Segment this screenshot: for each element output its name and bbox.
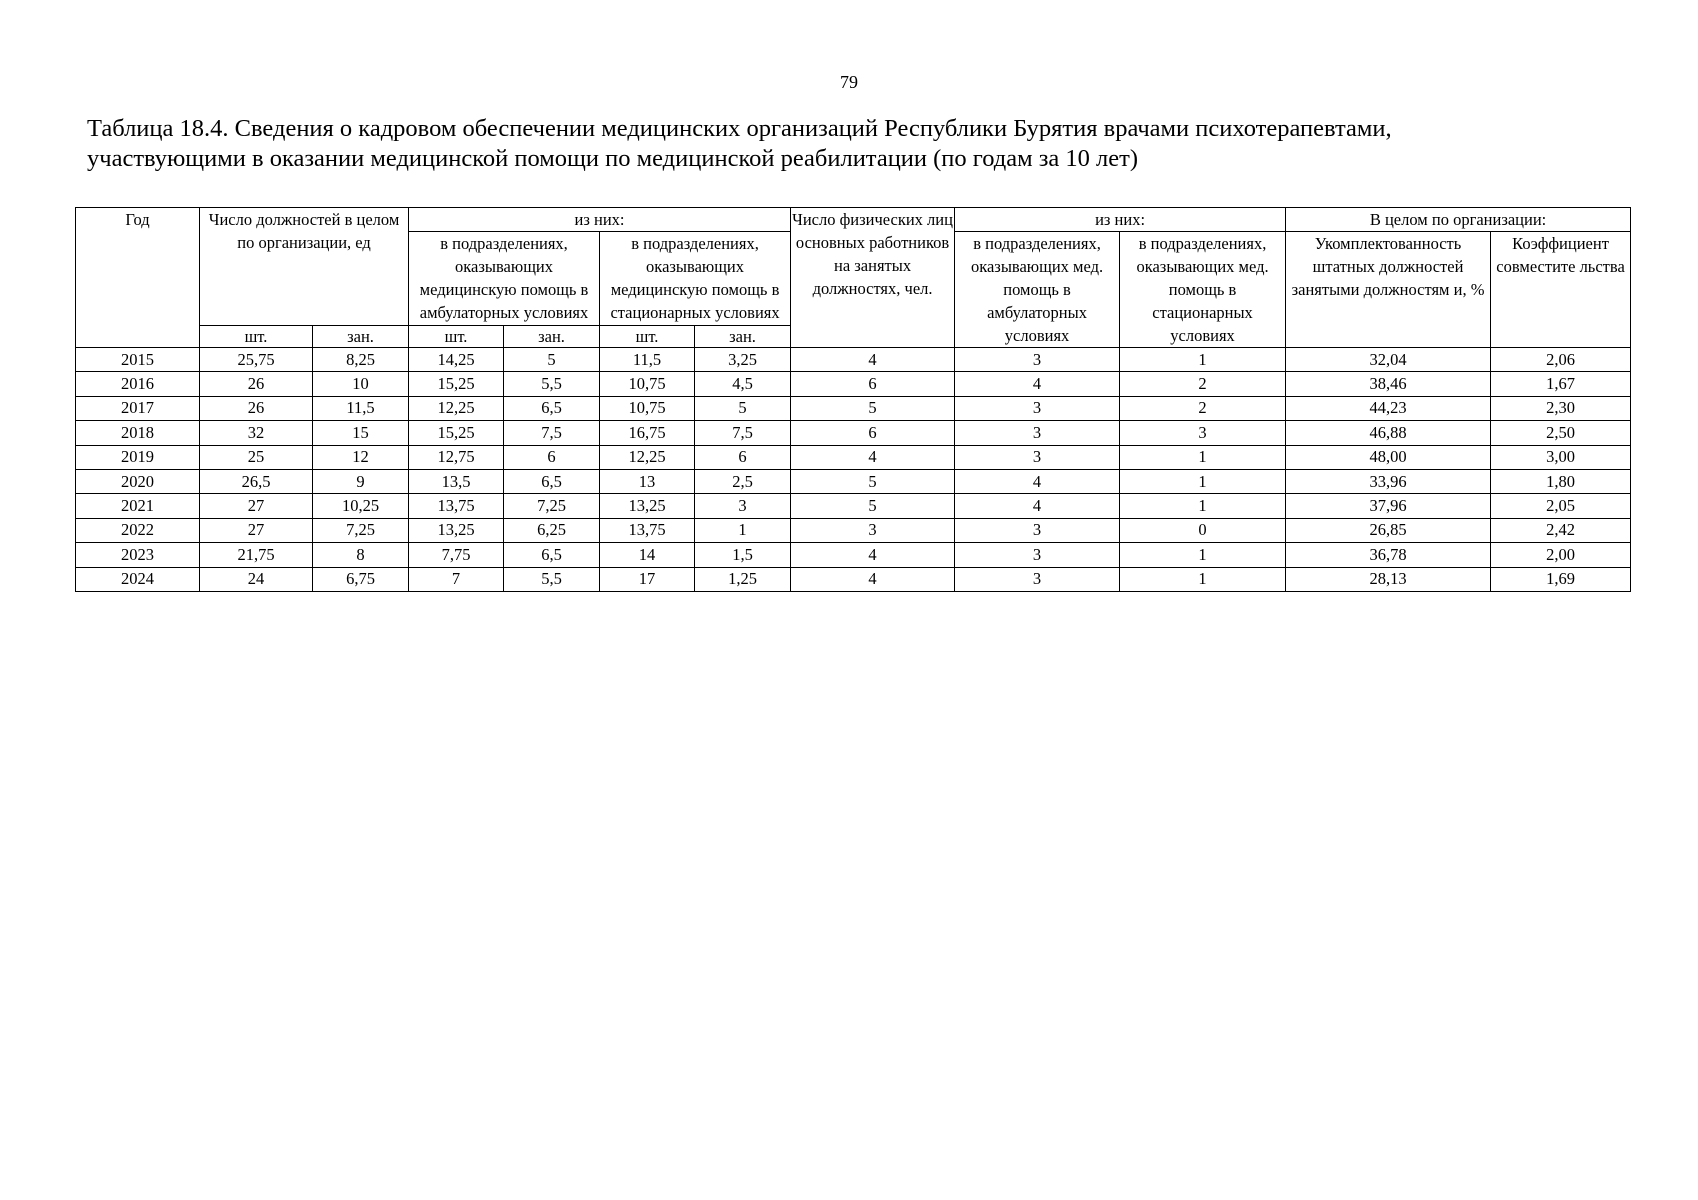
cell-stat-sht: 14 [600,543,695,567]
cell-year: 2024 [76,567,200,591]
cell-coefficient: 2,06 [1491,348,1631,372]
cell-positions-zan: 12 [313,445,409,469]
staffing-table [75,207,1631,592]
cell-amb-zan: 7,25 [504,494,600,518]
cell-persons-stat: 1 [1120,543,1286,567]
header-of-them-persons: из них: [955,208,1286,232]
table-row [76,494,1631,518]
cell-stat-sht: 12,25 [600,445,695,469]
page-number: 79 [840,72,858,92]
header-unit-zan: зан. [695,325,791,347]
cell-persons: 6 [791,421,955,445]
cell-persons-stat: 2 [1120,396,1286,420]
cell-stat-zan: 1,5 [695,543,791,567]
cell-coefficient: 2,50 [1491,421,1631,445]
table-body [76,348,1631,592]
table-row [76,543,1631,567]
cell-staffing-percent: 46,88 [1286,421,1491,445]
cell-year: 2020 [76,469,200,493]
cell-persons-stat: 3 [1120,421,1286,445]
cell-amb-sht: 7 [409,567,504,591]
table-row [76,396,1631,420]
cell-persons: 3 [791,518,955,542]
cell-amb-sht: 15,25 [409,421,504,445]
cell-coefficient: 2,42 [1491,518,1631,542]
cell-staffing-percent: 33,96 [1286,469,1491,493]
cell-coefficient: 1,67 [1491,372,1631,396]
cell-persons-stat: 1 [1120,469,1286,493]
cell-staffing-percent: 32,04 [1286,348,1491,372]
cell-amb-zan: 6,5 [504,469,600,493]
cell-persons: 4 [791,348,955,372]
header-persons: Число физических лиц основных работников на занятых должностях, чел. [791,208,955,348]
cell-stat-zan: 2,5 [695,469,791,493]
cell-persons: 4 [791,445,955,469]
cell-persons-amb: 3 [955,348,1120,372]
cell-positions-sht: 25 [200,445,313,469]
cell-stat-sht: 13,25 [600,494,695,518]
header-unit-sht: шт. [409,325,504,347]
cell-stat-sht: 10,75 [600,396,695,420]
cell-positions-zan: 15 [313,421,409,445]
cell-persons-stat: 1 [1120,445,1286,469]
cell-amb-zan: 5,5 [504,372,600,396]
table-row [76,348,1631,372]
cell-positions-zan: 7,25 [313,518,409,542]
cell-persons-stat: 1 [1120,567,1286,591]
header-staffing-percent: Укомплектованность штатных должностей занятыми должностям и, % [1286,232,1491,348]
cell-positions-zan: 8,25 [313,348,409,372]
table-row [76,518,1631,542]
cell-year: 2016 [76,372,200,396]
cell-stat-sht: 13 [600,469,695,493]
cell-amb-sht: 13,25 [409,518,504,542]
cell-coefficient: 1,80 [1491,469,1631,493]
cell-amb-sht: 7,75 [409,543,504,567]
cell-year: 2022 [76,518,200,542]
cell-staffing-percent: 26,85 [1286,518,1491,542]
cell-amb-sht: 15,25 [409,372,504,396]
cell-stat-sht: 17 [600,567,695,591]
table-caption [87,114,1647,174]
cell-amb-sht: 14,25 [409,348,504,372]
cell-positions-sht: 27 [200,494,313,518]
cell-coefficient: 2,30 [1491,396,1631,420]
cell-staffing-percent: 37,96 [1286,494,1491,518]
cell-staffing-percent: 28,13 [1286,567,1491,591]
table-row [76,421,1631,445]
cell-staffing-percent: 48,00 [1286,445,1491,469]
cell-year: 2023 [76,543,200,567]
cell-amb-sht: 12,25 [409,396,504,420]
cell-persons-amb: 3 [955,567,1120,591]
cell-persons: 4 [791,567,955,591]
cell-amb-zan: 6,25 [504,518,600,542]
cell-persons-amb: 3 [955,543,1120,567]
cell-stat-zan: 1 [695,518,791,542]
cell-stat-zan: 4,5 [695,372,791,396]
cell-amb-zan: 6,5 [504,543,600,567]
cell-positions-zan: 6,75 [313,567,409,591]
cell-positions-sht: 26 [200,396,313,420]
cell-staffing-percent: 36,78 [1286,543,1491,567]
cell-persons-amb: 4 [955,494,1120,518]
cell-coefficient: 3,00 [1491,445,1631,469]
header-of-them-positions: из них: [409,208,791,232]
cell-amb-zan: 5 [504,348,600,372]
header-year: Год [76,208,200,348]
cell-positions-zan: 11,5 [313,396,409,420]
cell-stat-sht: 10,75 [600,372,695,396]
caption-line-1: Таблица 18.4. Сведения о кадровом обеспечении медицинских организаций Республики Бурятия врачами психотерапевтами, [87,115,1392,142]
cell-stat-zan: 5 [695,396,791,420]
cell-stat-zan: 1,25 [695,567,791,591]
header-stat-units: в подразделениях, оказывающих медицинскую помощь в стационарных условиях [600,232,791,326]
header-persons-amb: в подразделениях, оказывающих мед. помощь в амбулаторных условиях [955,232,1120,348]
cell-persons-stat: 1 [1120,494,1286,518]
cell-amb-zan: 7,5 [504,421,600,445]
header-positions-total: Число должностей в целом по организации, ед [200,208,409,326]
cell-amb-zan: 6 [504,445,600,469]
cell-persons: 5 [791,494,955,518]
cell-positions-sht: 26 [200,372,313,396]
cell-amb-sht: 13,75 [409,494,504,518]
cell-stat-sht: 13,75 [600,518,695,542]
cell-positions-sht: 21,75 [200,543,313,567]
cell-persons-amb: 3 [955,518,1120,542]
caption-line-2: участвующими в оказании медицинской помощи по медицинской реабилитации (по годам за 10 лет) [87,145,1139,172]
cell-positions-zan: 10 [313,372,409,396]
cell-positions-sht: 32 [200,421,313,445]
table-row [76,469,1631,493]
cell-positions-zan: 10,25 [313,494,409,518]
cell-coefficient: 2,00 [1491,543,1631,567]
cell-persons-amb: 4 [955,372,1120,396]
table-row [76,445,1631,469]
table-row [76,372,1631,396]
cell-persons: 4 [791,543,955,567]
cell-staffing-percent: 38,46 [1286,372,1491,396]
cell-persons: 6 [791,372,955,396]
header-unit-sht: шт. [600,325,695,347]
header-persons-stat: в подразделениях, оказывающих мед. помощь в стационарных условиях [1120,232,1286,348]
cell-persons-amb: 3 [955,421,1120,445]
cell-persons-amb: 3 [955,396,1120,420]
cell-stat-sht: 16,75 [600,421,695,445]
cell-stat-zan: 3 [695,494,791,518]
cell-year: 2015 [76,348,200,372]
header-unit-sht: шт. [200,325,313,347]
cell-persons-amb: 4 [955,469,1120,493]
cell-coefficient: 1,69 [1491,567,1631,591]
cell-amb-sht: 13,5 [409,469,504,493]
table-row [76,567,1631,591]
header-unit-zan: зан. [504,325,600,347]
cell-positions-sht: 26,5 [200,469,313,493]
cell-staffing-percent: 44,23 [1286,396,1491,420]
cell-amb-sht: 12,75 [409,445,504,469]
cell-positions-zan: 8 [313,543,409,567]
cell-positions-sht: 25,75 [200,348,313,372]
cell-amb-zan: 5,5 [504,567,600,591]
cell-year: 2018 [76,421,200,445]
header-coefficient: Коэффициент совместите льства [1491,232,1631,348]
cell-persons: 5 [791,469,955,493]
cell-persons-stat: 1 [1120,348,1286,372]
cell-persons-stat: 0 [1120,518,1286,542]
cell-year: 2017 [76,396,200,420]
header-amb-units: в подразделениях, оказывающих медицинскую помощь в амбулаторных условиях [409,232,600,326]
cell-persons: 5 [791,396,955,420]
cell-persons-amb: 3 [955,445,1120,469]
header-org-total: В целом по организации: [1286,208,1631,232]
cell-coefficient: 2,05 [1491,494,1631,518]
cell-positions-sht: 27 [200,518,313,542]
cell-positions-sht: 24 [200,567,313,591]
cell-stat-zan: 6 [695,445,791,469]
cell-stat-zan: 3,25 [695,348,791,372]
cell-positions-zan: 9 [313,469,409,493]
cell-stat-zan: 7,5 [695,421,791,445]
header-unit-zan: зан. [313,325,409,347]
cell-stat-sht: 11,5 [600,348,695,372]
cell-amb-zan: 6,5 [504,396,600,420]
cell-year: 2019 [76,445,200,469]
cell-persons-stat: 2 [1120,372,1286,396]
cell-year: 2021 [76,494,200,518]
